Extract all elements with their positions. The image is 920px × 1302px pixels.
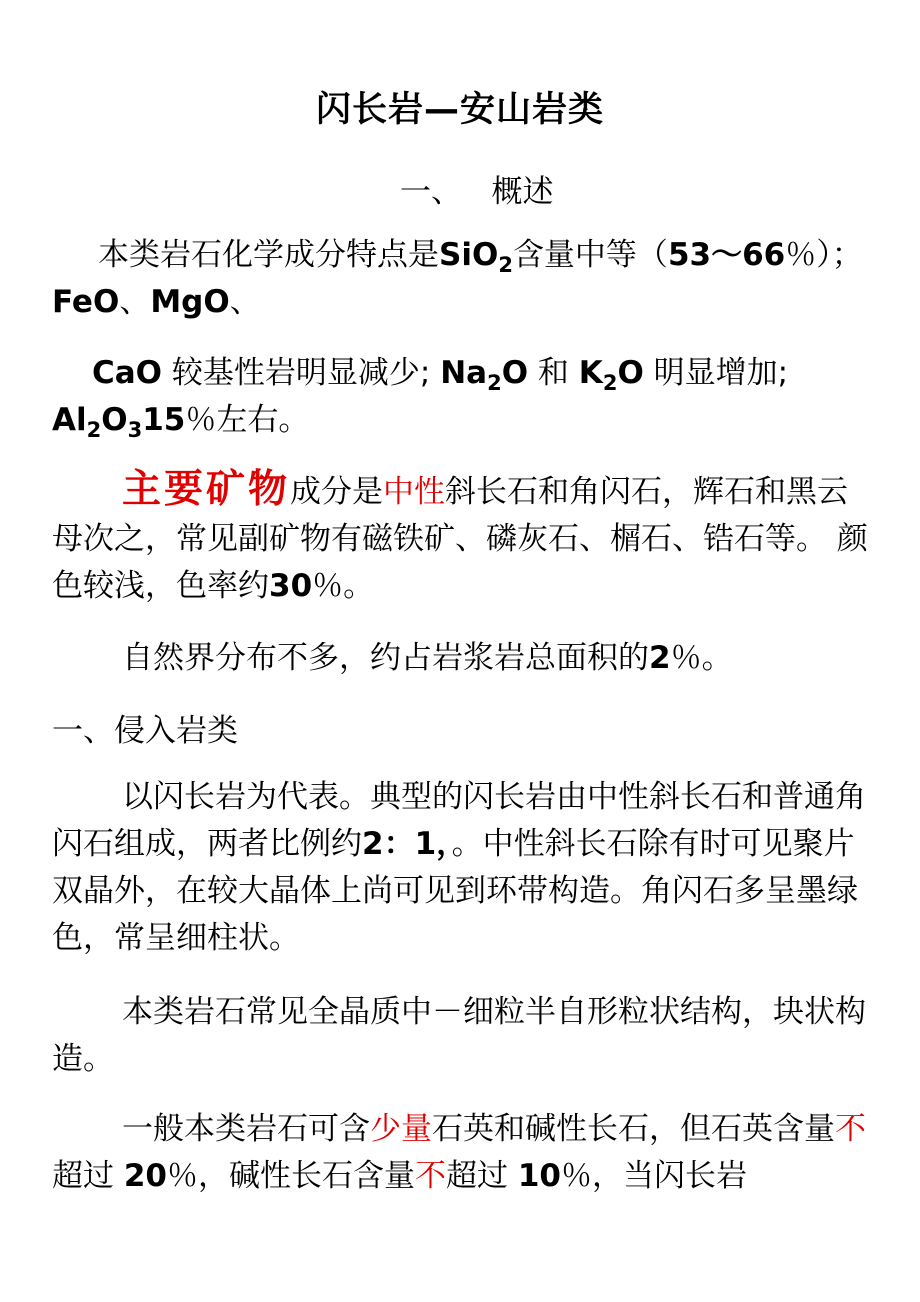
formula-na2o: Na (440, 355, 488, 391)
text-run: 成分是 (290, 474, 384, 510)
subscript: 2 (86, 418, 102, 442)
text-run: 含量中等（ (512, 237, 668, 273)
formula-cao: CaO (92, 355, 163, 391)
small-amount-highlight: 少量 (370, 1111, 432, 1147)
paragraph-quartz (52, 1106, 874, 1200)
silica-range: 53～66 (667, 237, 786, 273)
neutral-highlight: 中性 (383, 474, 446, 510)
text-run: 。中性斜长石除有时可见聚片双晶外，在较大晶体上尚可见到环带构造。角闪石多呈墨绿色，常呈细柱状。 (52, 826, 858, 956)
paragraph-diorite (52, 774, 874, 962)
distribution-value: 2 (649, 640, 671, 676)
text-run: 自然界分布不多，约占岩浆岩总面积的 (122, 640, 649, 676)
text-run: ％，当闪长岩 (561, 1158, 747, 1194)
not-highlight: 不 (835, 1111, 866, 1147)
text-run: ％。 (312, 568, 375, 604)
paragraph-chemistry-2 (52, 350, 874, 444)
text-run: 一般本类岩石可含 (122, 1111, 370, 1147)
text-run: ％）； (785, 237, 863, 273)
paragraph-minerals (52, 466, 874, 610)
paragraph-texture: 本类岩石常见全晶质中－细粒半自形粒状结构，块状构造。 (52, 994, 866, 1077)
text-run: 超过 (52, 1158, 114, 1194)
formula-feo: FeO (52, 284, 120, 320)
mineral-ratio: 2：1， (362, 826, 452, 862)
text-run: 斜长石和角闪石，辉石和黑云母次之，常见副矿物有磁铁矿、磷灰石、榍石、锆石等。 颜色较浅，色率约 (52, 474, 868, 604)
text-run: 石英和碱性长石，但石英含量 (432, 1111, 835, 1147)
formula-mgo: MgO (150, 284, 230, 320)
text-run: 、 (229, 284, 261, 320)
subscript: 2 (602, 371, 618, 395)
main-minerals-highlight: 主要矿物 (122, 466, 291, 512)
formula-k2o: K (578, 355, 603, 391)
text-run: 明显增加; (653, 355, 789, 391)
quartz-limit: 20 (123, 1158, 167, 1194)
text-run: 本类岩石化学成分特点是 (98, 237, 439, 273)
formula-part: O (501, 355, 529, 391)
section-heading-intrusive: 一、侵入岩类 (52, 713, 238, 749)
formula-part: O (101, 402, 128, 438)
text-run: 超过 (446, 1158, 508, 1194)
text-run: ％，碱性长石含量 (167, 1158, 415, 1194)
subscript: 2 (487, 371, 502, 395)
formula-sio2: SiO (439, 237, 499, 273)
alumina-percent: 15 (142, 402, 186, 438)
text-run: 和 (537, 355, 569, 391)
formula-al2o3: Al (52, 402, 87, 438)
feldspar-limit: 10 (517, 1158, 561, 1194)
subscript: 2 (498, 253, 513, 277)
not-highlight: 不 (415, 1158, 446, 1194)
page-title: 闪长岩—安山岩类 (315, 90, 604, 130)
text-run: ％。 (670, 640, 733, 676)
subscript: 3 (127, 418, 143, 442)
text-run: 以闪长岩为代表。典型的闪长岩由中性斜长石和普通角闪石组成，两者比例约 (52, 779, 866, 862)
text-run: 较基性岩明显减少; (171, 355, 431, 391)
section-heading-overview: 一、 概述 (400, 174, 554, 210)
paragraph-chemistry-1 (52, 232, 874, 326)
color-index-value: 30 (269, 568, 313, 604)
text-run: ％左右。 (185, 402, 310, 438)
paragraph-distribution (52, 635, 874, 682)
text-run: 、 (119, 284, 151, 320)
formula-part: O (617, 355, 644, 391)
